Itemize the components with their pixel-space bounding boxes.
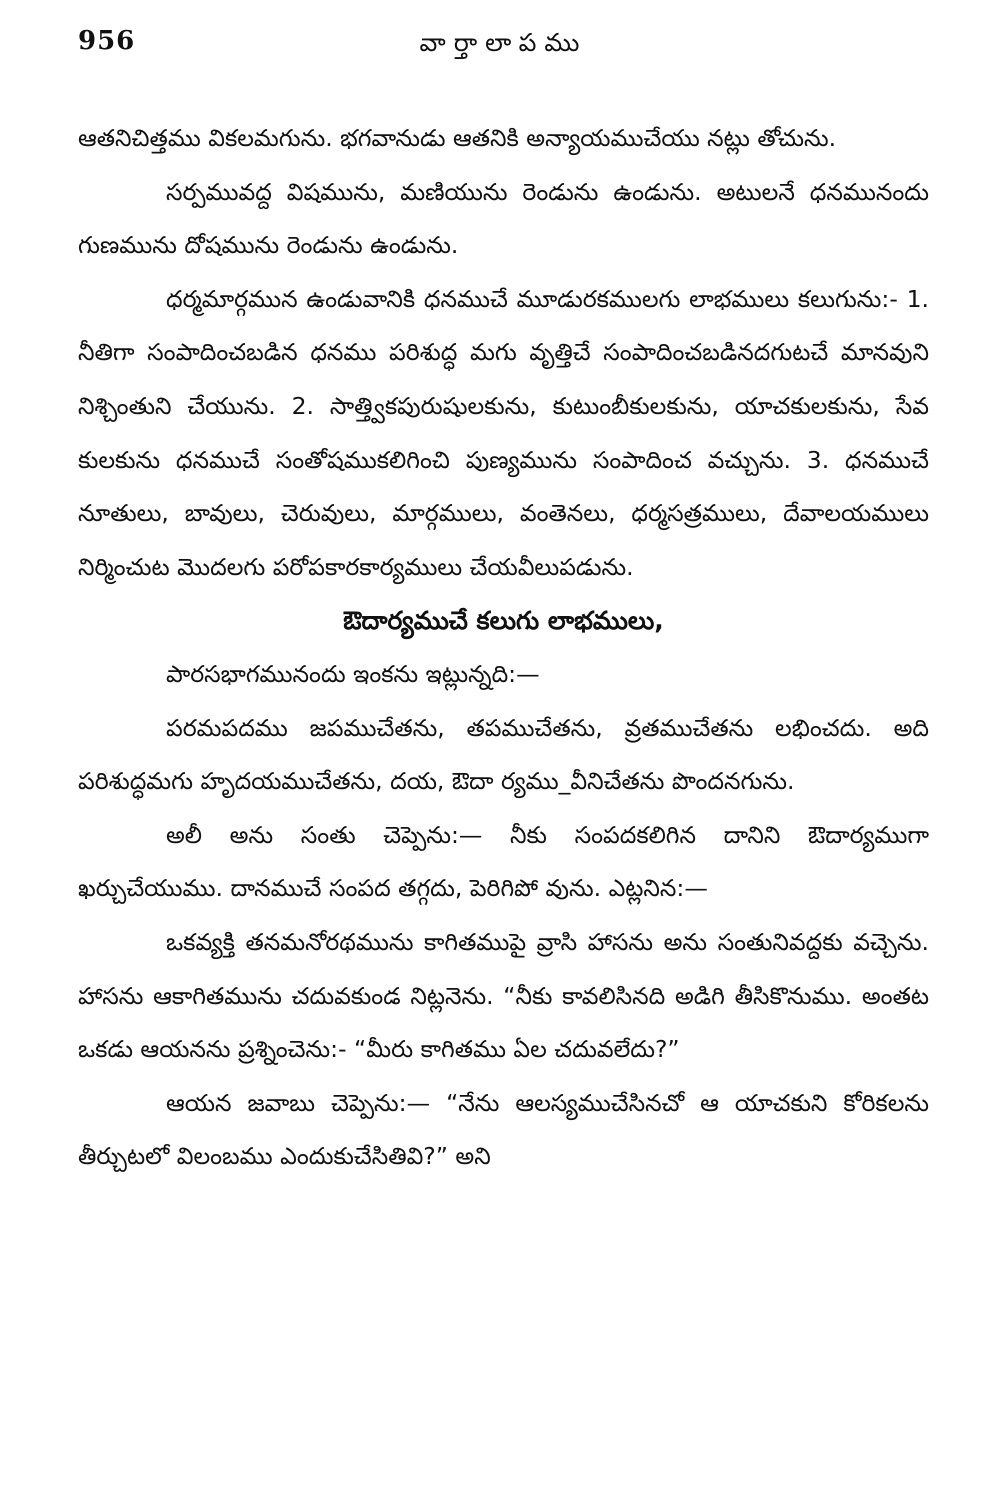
paragraph-parasa-bhagamu: పారసభాగమునందు ఇంకను ఇట్లున్నది:— bbox=[166, 659, 540, 688]
paragraph-hasan-reply: ఆయన జవాబు చెప్పెను:— “నేను ఆలస్యముచేసినచో ఆ యాచకుని కోరికలను తీర్చుటలో విలంబము ఎందుకుచేసితివి?” అని bbox=[78, 1088, 929, 1171]
body-text bbox=[78, 112, 929, 1184]
running-header bbox=[78, 26, 929, 76]
paragraph-ali-saint: అలీ అను సంతు చెప్పెను:— నీకు సంపదకలిగిన దానిని ఔదార్యముగా ఖర్చుచేయుము. దానముచే సంపద తగ్గదు, పెరిగిపో వును. ఎట్లనిన:— bbox=[78, 820, 929, 903]
paragraph-benefits-of-wealth: ధర్మమార్గమున ఉండువానికి ధనముచే మూడురకములగు లాభములు కలుగును:- 1. నీతిగా సంపాదించబడిన ధనము పరిశుద్ధ మగు వృత్తిచే సంపాదించబడినదగుటచే మానవుని నిశ్చింతుని చేయును. 2. సాత్త్వికపురుషులకును, కుటుంబీకులకును, యాచకులకును, సేవ కులకును ధనముచే సంతోషముకలిగించి పుణ్యమును సంపాదించ వచ్చును. 3. ధనముచే నూతులు, బావులు, చెరువులు, మార్గములు, వంతెనలు, ధర్మసత్రములు, దేవాలయములు నిర్మించుట మొదలగు పరోపకారకార్యములు చేయవీలుపడును. bbox=[78, 284, 929, 581]
page-number: 956 bbox=[78, 26, 136, 56]
paragraph-serpent-gem: సర్పమువద్ద విషమును, మణియును రెండును ఉండును. అటులనే ధనమునందు గుణమును దోషమును రెండును ఉండును. bbox=[78, 177, 929, 260]
running-title: వార్తాలాపము bbox=[419, 28, 588, 57]
section-heading: ఔదార్యముచే కలుగు లాభములు, bbox=[343, 606, 664, 636]
paragraph-paramapadamu: పరమపదము జపముచేతను, తపముచేతను, వ్రతముచేతను లభించదు. అది పరిశుద్ధమగు హృదయముచేతను, దయ, ఔదా ర్యము_వీనిచేతను పొందనగును. bbox=[78, 713, 929, 796]
paragraph-hasan-story: ఒకవ్యక్తి తనమనోరథమును కాగితముపై వ్రాసి హాసను అను సంతునివద్దకు వచ్చెను. హాసను ఆకాగితమును చదువకుండ నిట్లనెను. “నీకు కావలిసినది అడిగి తీసికొనుము. అంతట ఒకడు ఆయనను ప్రశ్నించెను:- “మీరు కాగితము ఏల చదువలేదు?” bbox=[78, 927, 929, 1064]
paragraph-continued: ఆతనిచిత్తము వికలమగును. భగవానుడు ఆతనికి అన్యాయముచేయు నట్లు తోచును. bbox=[78, 124, 837, 152]
